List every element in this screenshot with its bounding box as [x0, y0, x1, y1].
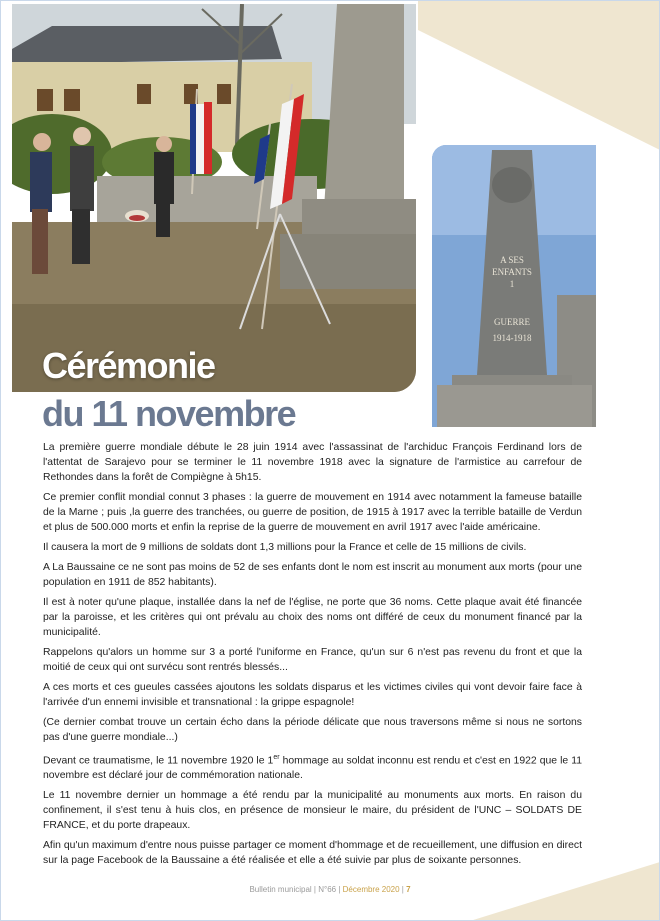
paragraph-8: (Ce dernier combat trouve un certain écho dans la période délicate que nous traversons même si nous ne sortons pas d'une guerre mondiale...)	[43, 717, 582, 743]
article-body	[43, 440, 582, 873]
ordinal-superscript: er	[273, 754, 280, 761]
footer-date: Décembre 2020	[342, 885, 400, 894]
paragraph-7: A ces morts et ces gueules cassées ajoutons les soldats disparus et les victimes civiles qui vont devoir faire face à l'arrivée d'un ennemi invisible et transnational : la grippe espagnole!	[43, 682, 582, 708]
paragraph-2: Ce premier conflit mondial connut 3 phases : la guerre de mouvement en 1914 avec notamment la fameuse bataille de la Marne ; puis ,la guerre des tranchées, ou guerre de position, de 1915 à 1917 avec la terrible bataille de Verdun et plus de 500.000 morts et enfin la reprise de la guerre de mouvement en avril 1917 avec l'aide américaine.	[43, 492, 582, 533]
monument-inscription-2: ENFANTS	[492, 267, 532, 277]
paragraph-1: La première guerre mondiale débute le 28 juin 1914 avec l'assassinat de l'archiduc François Ferdinand lors de l'attentat de Sarajevo pour se terminer le 11 novembre 1918 avec la signature de l'armistice au carrefour de Rethondes dans la forêt de Compiègne à 5h15.	[43, 442, 582, 483]
footer-issue: N°66	[318, 885, 337, 894]
title-line-2: du 11 novembre	[42, 393, 296, 434]
footer-publication: Bulletin municipal	[249, 885, 312, 894]
paragraph-4: A La Baussaine ce ne sont pas moins de 52 de ses enfants dont le nom est inscrit au monument aux morts (pour une population en 1911 de 852 habitants).	[43, 562, 582, 588]
paragraph-10: Le 11 novembre dernier un hommage a été rendu par la municipalité au monuments aux morts. En raison du confinement, il s'est tenu à huis clos, en présence de monsieur le maire, du président de l'UNC – SOLDATS DE FRANCE, et du porte drapeaux.	[43, 790, 582, 832]
paragraph-3: Il causera la mort de 9 millions de soldats dont 1,3 millions pour la France et celle de 15 millions de civils.	[43, 542, 527, 553]
page-footer	[0, 885, 660, 894]
paragraph-9	[43, 750, 582, 783]
footer-separator: |	[399, 885, 407, 894]
paragraph-9-part-2: hommage au soldat inconnu est rendu et c'est en 1922 que le 11 novembre est déclaré jour de commémoration nationale.	[43, 755, 582, 782]
monument-inscription-5: 1914-1918	[492, 333, 532, 343]
ceremony-photo	[12, 4, 416, 392]
monument-inscription-1: A SES	[500, 255, 524, 265]
paragraph-6: Rappelons qu'alors un homme sur 3 a porté l'uniforme en France, qu'un sur 6 n'est pas revenu du front et que la moitié de ceux qui ont survécu sont rentrés blessés...	[43, 647, 582, 673]
page-number: 7	[406, 885, 411, 894]
footer-separator: |	[311, 885, 319, 894]
footer-separator: |	[336, 885, 343, 894]
monument-photo	[432, 145, 596, 427]
paragraph-9-part-1: Devant ce traumatisme, le 11 novembre 1920 le 1	[43, 755, 274, 767]
paragraph-11: Afin qu'un maximum d'entre nous puisse partager ce moment d'hommage et de recueillement, une diffusion en direct sur la page Facebook de la Baussaine a été réalisée et elle a été suivie par plus de soixante personnes.	[43, 840, 582, 867]
paragraph-5: Il est à noter qu'une plaque, installée dans la nef de l'église, ne porte que 36 noms. Cette plaque avait été financée par la paroisse, et les critères qui ont prévalu au choix des noms ont différé de ceux du monument financé par la municipalité.	[43, 597, 582, 638]
title-line-1: Cérémonie	[42, 345, 215, 386]
monument-inscription-4: GUERRE	[494, 317, 530, 327]
monument-inscription-3: 1	[509, 279, 515, 289]
